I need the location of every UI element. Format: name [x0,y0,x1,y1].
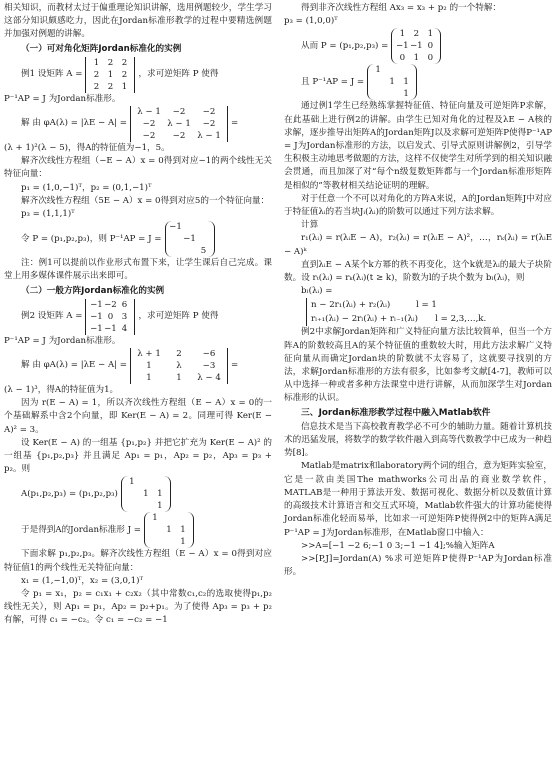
matrix-cell: λ [176,361,182,372]
particular-solution: p₃ = (1,0,0)ᵀ [284,16,338,27]
matrix-cell [385,88,399,100]
determinant-1 [130,106,228,142]
matrix-cell: 1 [180,537,186,548]
it-paragraph: 信息技术是当下高校教育教学必不可少的辅助力量。随着计算机技术的迅猛发展，将数学的数学软件融入到高等代数教学中已成为一种趋势[8]。 [284,421,552,459]
solution1-label: 解 由 φA(λ) = |λE − A| = [21,118,128,129]
solution1-determinant [21,106,272,142]
matrix-cell: 1 [129,477,135,488]
matrix-cell: 2 [176,349,182,360]
equals-sign: = [231,360,239,371]
subsection-heading-2: （二）一般方阵Jordan标准化的实例 [21,285,165,296]
matrix-cell: 2 [121,57,128,68]
eigenvector-2: p₃ = (1,1,1)ᵀ [21,209,75,220]
matrix-cell: −1 [90,311,103,322]
matrix-cell [371,88,385,100]
matrix-cell: λ − 1 [137,107,161,118]
equals-sign: = [231,118,239,129]
matrix-cell [153,476,167,488]
matrix-cell: −1 [90,323,103,334]
matrix-cell [197,233,211,245]
matrix-cell: −2 [142,119,156,130]
matlab-command-2: >>[P,J]=Jordan(A) %求可逆矩阵P使得P⁻¹AP为Jordan标准形。 [284,553,552,578]
matrix-cell: 2 [93,69,100,80]
matrix-cell [169,245,183,257]
matrix-cell [371,76,385,88]
matrix-cell: 1 [389,77,395,88]
matrix-cell [125,488,139,500]
matrix-J2a [121,476,171,512]
matrix-cell: 1 [157,489,163,500]
matrix-cell: −1 [169,222,182,233]
matrix-cell [399,64,413,76]
matrix-A1 [85,57,135,93]
intro-paragraph: 相关知识，而教材太过于偏重理论知识讲解，选用例题较少，学生学习这部分知识颇感吃力，因此在Jordan标准形教学的过程中要精选例题并加强对例题的讲解。 [4,3,272,40]
matrix-cell [125,500,139,512]
example2-tail: ，求可逆矩阵 P 使得 [138,311,219,322]
matrix-cell: 1 [93,57,100,68]
solution2-label: 解 由 φA(λ) = |λE − A| = [21,360,128,371]
matrix-cell: 1 [157,501,163,512]
matrix-cell [162,512,176,524]
solve-system-1: 解齐次线性方程组（−E − A）x = 0得到对应−1的两个线性无关特征向量： [4,156,272,180]
solution2-determinant [21,348,272,384]
matrix-P [391,28,441,64]
matrix-cell: 1 [146,373,152,384]
matrix-cell: 2 [93,81,100,92]
matrix-cell: λ − 1 [197,131,221,142]
matrix-cell [183,221,197,233]
matrix-cell: 2 [121,69,128,80]
matrix-cell: 2 [107,57,114,68]
characteristic-result-1: (λ + 1)²(λ − 5)，得A的特征值为−1，5。 [4,143,170,154]
example1-label: 例1 设矩阵 A = [21,69,83,80]
matrix-cell: −6 [202,349,216,360]
jordan-form-1-label: 令 P = (p₁,p₂,p₃)，则 P⁻¹AP = J = [21,233,162,244]
matrix-J2b [144,512,194,548]
eigenvectors-1: p₁ = (1,0,−1)ᵀ，p₂ = (0,1,−1)ᵀ [21,182,152,193]
note-1: 注：例1可以提前以作业形式布置下来，让学生课后自己完成。课堂上用多媒体课件展示出来即可。 [4,258,272,282]
matrix-cell: 1 [427,29,434,40]
example1-tail: ，求可逆矩阵 P 使得 [138,69,219,80]
example2-label: 例2 设矩阵 A = [21,311,83,322]
solve-system-2: 解齐次线性方程组（5E − A）x = 0得到对应5的一个特征向量： [21,195,270,206]
matrix-cell: 0 [107,311,114,322]
characteristic-result-2: (λ − 1)³，得A的特征值为1。 [4,385,119,396]
matrix-cell: 0 [427,53,434,64]
matrix-cell: 5 [200,246,207,257]
rank-sequence-formula: r₁(λᵢ) = r(λᵢE − A)，r₂(λᵢ) = r(λᵢE − A)²，…，rₖ(λᵢ) = r(λᵢE − A)ᵏ [284,233,552,257]
matrix-cell: −1 [409,41,423,52]
matrix-cell: −2 [202,119,216,130]
matrix-cell: −2 [142,131,156,142]
basis-equation-label: A(p₁,p₂,p₃) = (p₁,p₂,p₃) [21,488,118,499]
matrix-cell: 0 [427,41,434,52]
matrix-cell: λ − 1 [167,119,191,130]
matrix-cell [197,221,211,233]
matrix-cell [139,500,153,512]
block-count-label: bₗ(λᵢ) = [301,286,333,297]
matrix-cell [139,476,153,488]
matrix-cell [162,536,176,548]
matrix-cell [183,245,197,257]
matrix-cell: 1 [180,525,186,536]
block-count-paragraph: 直到λᵢE − A某个k方幂的秩不再变化，这个k就是λᵢ的最大子块阶数。设 rₜ(λᵢ) = rₖ(λᵢ)(t ≥ k)，阶数为l的子块个数为 bₗ(λᵢ)，则 [284,259,552,284]
matrix-J1 [165,221,215,257]
matrix-J3-label: 且 P⁻¹AP = J = [301,76,365,87]
matlab-command-1: >>A=[−1 −2 6;−1 0 3;−1 −1 4];%输入矩阵A [301,540,495,551]
matrix-cell [385,64,399,76]
matrix-cell: 1 [403,89,409,100]
jordan-form-1 [21,221,272,257]
matrix-cell: λ + 1 [137,349,161,360]
matrix-A2 [85,299,135,335]
matrix-cell: 1 [166,525,172,536]
matrix-cell [148,536,162,548]
matrix-cell: 1 [403,77,409,88]
matrix-cell: 1 [146,361,152,372]
jordan-form-2-label: 于是得到A的Jordan标准形 J = [21,524,141,535]
matrix-J3 [367,64,417,100]
constants-paragraph: 令 p₁ = x₁，p₂ = c₁x₁ + c₂x₂（其中常数c₁,c₂的选取使得p₁,p₂线性无关），则 Ap₁ = p₁，Ap₂ = p₂+p₁。为了使得 Ap₃ = p₃ + p₂有解，可得 c₁ = −c₂。令 c₁ = −c₂ = −1 [4,589,272,626]
matrix-cell: 1 [121,81,128,92]
matrix-cell: −2 [202,107,216,118]
nondiagonalizable-paragraph: 对于任意一个不可以对角化的方阵A来说，A的Jordan矩阵J中对应于特征值λᵢ的若当块Jᵢ(λᵢ)的阶数可以通过下列方法求解。 [284,193,552,218]
matrix-P-line [301,28,552,64]
method-comparison-paragraph: 例2中求解Jordan矩阵和广义特征向量方法比较简单，但当一个方阵A的阶数较高且A的某个特征值的重数较大时，用此方法求解广义特征向量从而确定Jordan块的阶数就不太容易了，这就要寻找别的方法，求解Jordan标准形的方法有很多，比如参考文献[4-7]，教师可以从中选择一种或者多种方法课堂中进行讲解，从而加深学生对Jordan标准形的认识。 [284,327,552,404]
matrix-cell: 0 [399,53,406,64]
example2-goal: P⁻¹AP = J 为Jordan标准形。 [4,335,121,346]
matrix-cell: 3 [121,311,128,322]
matrix-J3-line [301,64,552,100]
matrix-cell: −3 [202,361,216,372]
matrix-cell: −1 [104,323,117,334]
matrix-cell: 2 [413,29,420,40]
matrix-cell: 1 [399,29,406,40]
matrix-cell: 1 [143,489,149,500]
section-heading-3: 三、Jordan标准形教学过程中融入Matlab软件 [301,407,491,418]
example2-statement [21,299,272,335]
system-case-1: n − 2r₁(λᵢ) + r₂(λᵢ) l = 1 [311,300,437,311]
matrix-cell: 2 [107,81,114,92]
matrix-cell: −2 [104,299,117,310]
basis-equation [21,476,272,512]
matrix-cell: 1 [107,69,114,80]
matrix-cell: 1 [176,373,182,384]
matrix-cell [169,233,183,245]
compute-label: 计算 [301,220,319,231]
subsection-heading-1: （一）可对角化矩阵Jordan标准化的实例 [21,43,182,54]
matrix-cell: −1 [395,41,409,52]
matrix-P-label: 从而 P = (p₁,p₂,p₃) = [301,40,389,51]
matrix-cell [176,512,190,524]
block-count-system [306,298,552,326]
matrix-cell: 6 [121,299,128,310]
matrix-cell: 1 [413,53,420,64]
rank-paragraph: 因为 r(E − A) = 1，所以齐次线性方程组（E − A）x = 0的一个基础解系中含2个向量，即 Ker(E − A) = 2。同理可得 Ker(E − A)² = 3。 [4,398,272,435]
particular-solution-paragraph: 得到非齐次线性方程组 Ax₃ = x₃ + p₂ 的一个特解： [301,3,502,13]
jordan-form-2 [21,512,272,548]
kernel-basis-paragraph: 设 Ker(E − A) 的一组基 {p₁,p₂} 并把它扩充为 Ker(E − A)² 的一组基 {p₁,p₂,p₃} 并且满足 Ap₁ = p₁，Ap₂ = p₂，Ap₃ = p₃ + p₂。则 [4,437,272,475]
eigenvectors-3: x₁ = (1,−1,0)ᵀ，x₂ = (3,0,1)ᵀ [21,575,144,586]
left-column [4,2,272,628]
matlab-paragraph: Matlab是matrix和laboratory两个词的组合，意为矩阵实验室，它是一款由美国The mathworks公司出品的商业数学软件，MATLAB是一种用于算法开发、数据可视化、数据分析以及数值计算的高级技术计算语言和交互式环境，Matlab软件强大的计算功能使得Jordan标准化轻而易举，比如求一可逆矩阵P使得例2中的矩阵A满足P⁻¹AP = J为Jordan标准形，在Matlab窗口中输入： [284,461,552,538]
matrix-cell: 1 [152,513,158,524]
determinant-2 [130,348,228,384]
matrix-cell: 4 [121,323,128,334]
teaching-discussion-paragraph: 通过例1学生已经熟练掌握特征值、特征向量及可逆矩阵P求解，在此基础上进行例2的讲解。由学生已知对角化的过程及λE − A核的求解，逐步推导出矩阵A的Jordan矩阵J以及求解可逆矩阵P使得P⁻¹AP = J为Jordan标准形的方法，以启发式、引导式原则讲解例2，引导学生积极主动地思考做题的方法，这样不仅使学生对所学到的相关知识融会贯通，而且加深了对“每个n级复数矩阵都与一个Jordan标准形矩阵是相似的”等教材相关结论证明的理解。 [284,101,552,191]
matrix-cell: −1 [183,234,196,245]
example1-statement [21,57,272,93]
matrix-cell: −1 [90,299,103,310]
matrix-cell: λ − 4 [197,373,221,384]
matrix-cell: 1 [375,65,381,76]
example1-goal: P⁻¹AP = J 为Jordan标准形。 [4,93,121,104]
matrix-cell: −2 [172,131,186,142]
matrix-cell: −2 [172,107,186,118]
right-column [284,2,552,579]
system-case-2: rₗ₊₁(λᵢ) − 2rₗ(λᵢ) + rₗ₋₁(λᵢ) l = 2,3,…,k. [311,314,487,325]
solve-p-paragraph: 下面求解 p₁,p₂,p₃。解齐次线性方程组（E − A）x = 0得到对应特征值1的两个线性无关特征向量： [4,549,272,573]
matrix-cell [148,524,162,536]
